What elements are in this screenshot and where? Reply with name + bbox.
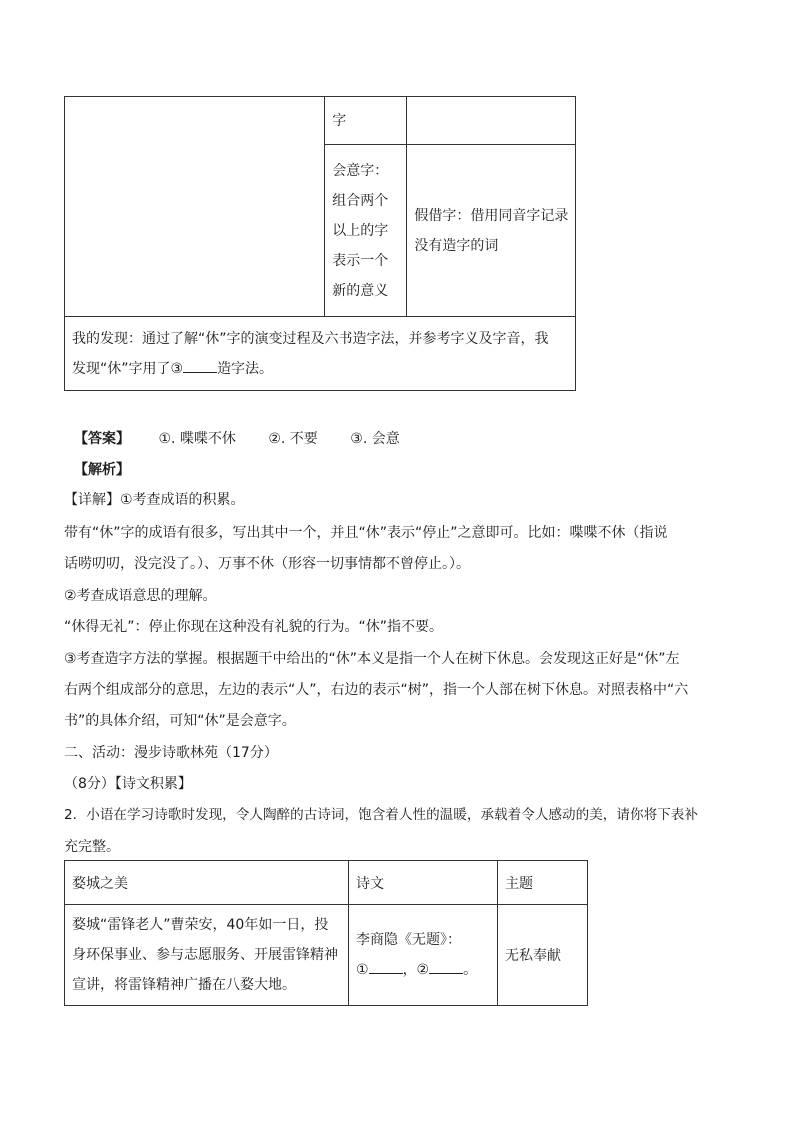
discovery-line-1: 我的发现：通过了解“休”字的演变过程及六书造字法，并参考字义及字音，我 bbox=[72, 330, 549, 347]
jiajie-line-1: 假借字：借用同音字记录 bbox=[414, 207, 569, 224]
header-beauty: 婺城之美 bbox=[72, 875, 128, 892]
table1-row2-mid-cell bbox=[325, 145, 407, 317]
poem-cell bbox=[349, 905, 498, 1006]
poem-mark-2: ，② bbox=[402, 962, 430, 978]
question2-line-1: 2．小语在学习诗歌时发现，令人陶醉的古诗词，饱含着人性的温暖，承载着令人感动的美，请你将下表补 bbox=[64, 807, 698, 823]
table1-empty-left-cell bbox=[65, 97, 325, 317]
analysis-line-1: 【详解】①考查成语的积累。 bbox=[64, 492, 245, 508]
poem-end: 。 bbox=[463, 962, 478, 978]
analysis-line-2: 带有“休”字的成语有很多，写出其中一个，并且“休”表示“停止”之意即可。比如：喋喋不休（指说 bbox=[64, 525, 668, 541]
blank-3 bbox=[183, 358, 217, 373]
poem-blank-2 bbox=[429, 959, 463, 974]
poetry-subtitle: （8分）【诗文积累】 bbox=[64, 776, 192, 792]
table1-row1-mid-cell bbox=[325, 97, 407, 145]
question2-line-2: 充完整。 bbox=[64, 839, 120, 855]
huiyi-line-2: 组合两个 bbox=[332, 192, 389, 209]
answer-item-3: ③. 会意 bbox=[350, 431, 400, 447]
analysis-line-3: 话唠叨叨，没完没了。）、万事不休（形容一切事情都不曾停止。）。 bbox=[64, 556, 470, 572]
jiajie-line-2: 没有造字的词 bbox=[414, 237, 499, 254]
analysis-line-7: 右两个组成部分的意思，左边的表示“人”，右边的表示“树”，指一个人部在树下休息。对照表格中“六 bbox=[64, 682, 689, 698]
table1-row1-mid-text: 字 bbox=[332, 112, 347, 129]
huiyi-line-1: 会意字： bbox=[332, 162, 389, 179]
beauty-line-1: 婺城“雷锋老人”曹荣安，40年如一日，投 bbox=[72, 917, 329, 933]
poem-mark-1: ① bbox=[356, 962, 369, 978]
table1-row1-right-cell bbox=[407, 97, 576, 145]
header-poem-cell bbox=[349, 861, 498, 905]
poem-blanks bbox=[356, 955, 497, 985]
poetry-table bbox=[64, 860, 588, 1006]
poem-blank-1 bbox=[369, 959, 403, 974]
answer-item-2: ②. 不要 bbox=[268, 431, 318, 447]
huiyi-line-3: 以上的字 bbox=[332, 222, 389, 239]
analysis-line-4: ②考查成语意思的理解。 bbox=[64, 588, 217, 604]
analysis-label: 【解析】 bbox=[74, 462, 130, 478]
discovery-line-2 bbox=[72, 354, 575, 384]
discovery-cell bbox=[65, 317, 576, 391]
header-beauty-cell bbox=[65, 861, 349, 905]
analysis-line-8: 书”的具体介绍，可知“休”是会意字。 bbox=[64, 713, 296, 729]
poem-source: 李商隐《无题》： bbox=[356, 932, 461, 948]
discovery-prefix: 发现“休”字用了③ bbox=[72, 360, 184, 377]
header-theme: 主题 bbox=[505, 875, 533, 892]
section2-title: 二、活动：漫步诗歌林苑（17分） bbox=[64, 745, 278, 761]
header-poem: 诗文 bbox=[356, 875, 384, 892]
table1-row2-right-cell bbox=[407, 145, 576, 317]
answer-item-1: ①. 喋喋不休 bbox=[158, 431, 236, 447]
answer-label: 【答案】 bbox=[74, 431, 130, 447]
huiyi-line-4: 表示一个 bbox=[332, 252, 389, 269]
six-scripts-table bbox=[64, 96, 576, 391]
answer-line bbox=[74, 429, 400, 449]
beauty-line-2: 身环保事业、参与志愿服务、开展雷锋精神 bbox=[72, 947, 338, 963]
discovery-suffix: 造字法。 bbox=[217, 360, 274, 377]
theme-cell bbox=[498, 905, 588, 1006]
huiyi-line-5: 新的意义 bbox=[332, 282, 389, 299]
analysis-line-5: “休得无礼”：停止你现在这种没有礼貌的行为。“休”指不要。 bbox=[64, 619, 444, 635]
theme-value: 无私奉献 bbox=[505, 948, 561, 964]
analysis-line-6: ③考查造字方法的掌握。根据题干中给出的“休”本义是指一个人在树下休息。会发现这正好是“休”左 bbox=[64, 651, 680, 667]
beauty-line-3: 宣讲，将雷锋精神广播在八婺大地。 bbox=[72, 977, 296, 993]
header-theme-cell bbox=[498, 861, 588, 905]
beauty-cell bbox=[65, 905, 349, 1006]
